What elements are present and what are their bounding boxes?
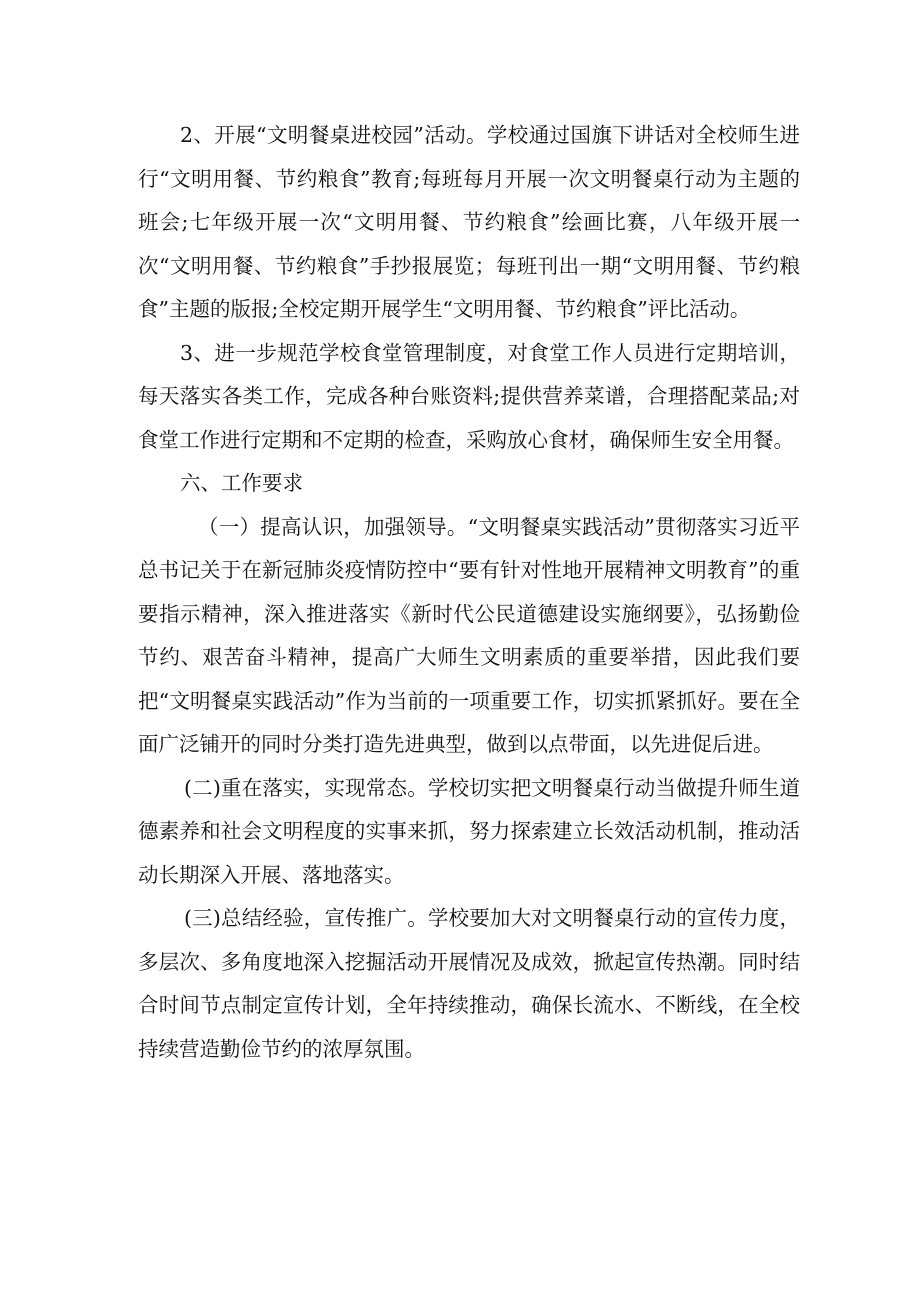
paragraph-activity-2: 2、开展“文明餐桌进校园”活动。学校通过国旗下讲话对全校师生进行“文明用餐、节约粮食”教育;每班每月开展一次文明餐桌行动为主题的班会;七年级开展一次“文明用餐、节约粮食”绘画比赛，八年级开展一次“文明用餐、节约粮食”手抄报展览；每班刊出一期“文明用餐、节约粮食”主题的版报;全校定期开展学生“文明用餐、节约粮食”评比活动。 bbox=[138, 123, 800, 321]
document-body bbox=[138, 114, 800, 1071]
paragraph-requirement-2: (二)重在落实，实现常态。学校切实把文明餐桌行动当做提升师生道德素养和社会文明程度的实事来抓，努力探索建立长效活动机制，推动活动长期深入开展、落地落实。 bbox=[138, 775, 800, 887]
section-heading-work-requirements: 六、工作要求 bbox=[180, 471, 303, 495]
paragraph-activity-3: 3、进一步规范学校食堂管理制度，对食堂工作人员进行定期培训，每天落实各类工作，完成各种台账资料;提供营养菜谱，合理搭配菜品;对食堂工作进行定期和不定期的检查，采购放心食材，确保师生安全用餐。 bbox=[138, 340, 800, 452]
paragraph-requirement-1: （一）提高认识，加强领导。“文明餐桌实践活动”贯彻落实习近平总书记关于在新冠肺炎疫情防控中“要有针对性地开展精神文明教育”的重要指示精神，深入推进落实《新时代公民道德建设实施纲要》，弘扬勤俭节约、艰苦奋斗精神，提高广大师生文明素质的重要举措，因此我们要把“文明餐桌实践活动”作为当前的一项重要工作，切实抓紧抓好。要在全面广泛铺开的同时分类打造先进典型，做到以点带面，以先进促后进。 bbox=[138, 514, 800, 756]
paragraph-requirement-3: (三)总结经验，宣传推广。学校要加大对文明餐桌行动的宣传力度，多层次、多角度地深入挖掘活动开展情况及成效，掀起宣传热潮。同时结合时间节点制定宣传计划，全年持续推动，确保长流水、不断线，在全校持续营造勤俭节约的浓厚氛围。 bbox=[138, 906, 800, 1061]
